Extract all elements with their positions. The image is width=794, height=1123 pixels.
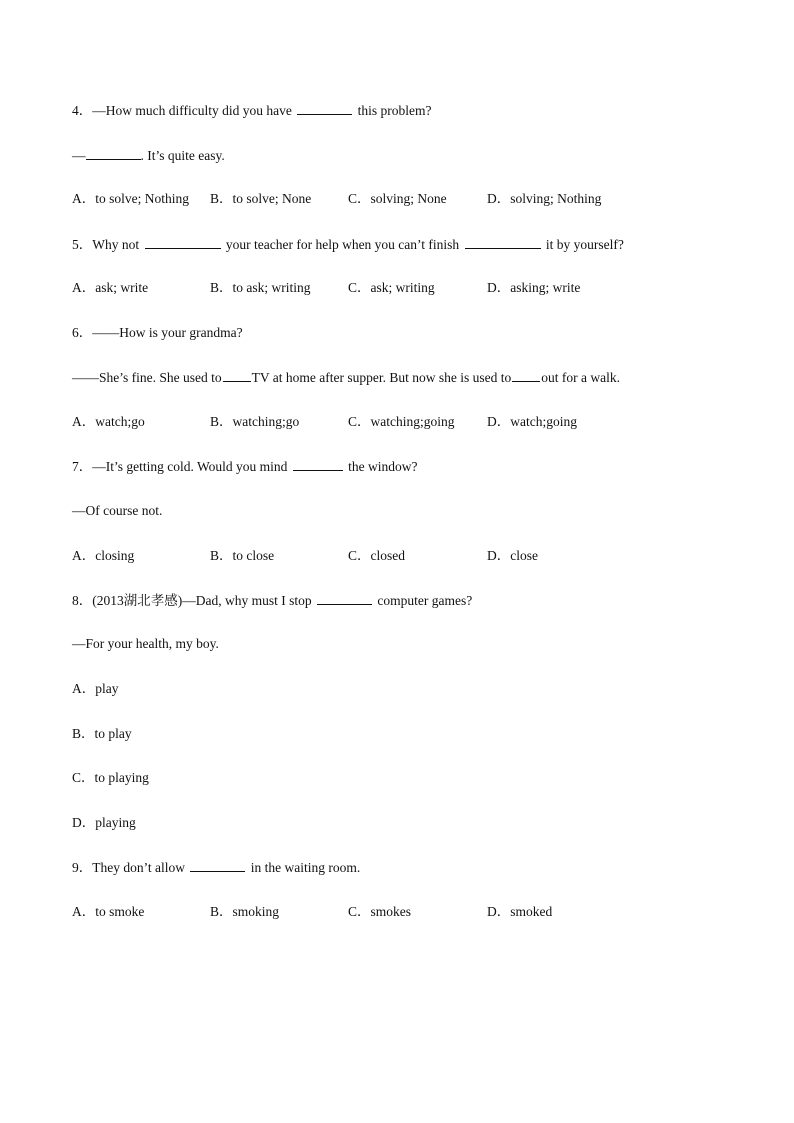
question-5-option-c: C．ask; writing [348,280,435,295]
answer-blank [223,368,251,382]
question-4-reply-text-a: — [72,148,86,163]
question-9-option-a: A．to smoke [72,904,145,919]
question-7-stem [72,457,418,476]
question-4-reply [72,146,225,165]
question-8-option-a: A．play [72,681,119,696]
question-4-stem [72,101,431,120]
question-9-option-b: B．smoking [210,904,280,919]
answer-blank [145,235,221,249]
question-9-stem-text-b: in the waiting room. [250,860,361,875]
question-6-reply [72,368,620,387]
question-8-stem-text-a: 8．(2013湖北孝感)—Dad, why must I stop [72,593,312,608]
answer-blank [465,235,541,249]
question-6-reply-text-c: out for a walk. [541,370,620,385]
question-6-option-b: B．watching;go [210,414,300,429]
question-7-reply: —Of course not. [72,503,163,518]
question-4-option-b: B．to solve; None [210,191,312,206]
question-5-stem [72,235,624,254]
question-9-stem [72,858,360,877]
question-4-option-d: D．solving; Nothing [487,191,602,206]
question-5-option-d: D．asking; write [487,280,581,295]
question-6-option-d: D．watch;going [487,414,577,429]
question-8-option-d: D．playing [72,815,136,830]
question-7-option-b: B．to close [210,548,275,563]
answer-blank [297,101,352,115]
question-7-stem-text-b: the window? [348,459,418,474]
question-7-option-a: A．closing [72,548,135,563]
question-4-reply-text-b: . It’s quite easy. [140,148,225,163]
question-8-stem [72,591,472,610]
question-6-option-a: A．watch;go [72,414,145,429]
question-5-stem-text-c: it by yourself? [545,237,624,252]
question-4-option-c: C．solving; None [348,191,447,206]
question-7-stem-text-a: 7．—It’s getting cold. Would you mind [72,459,288,474]
question-8-stem-text-b: computer games? [377,593,473,608]
question-6-option-c: C．watching;going [348,414,455,429]
question-5-option-a: A．ask; write [72,280,149,295]
question-7-option-c: C．closed [348,548,405,563]
answer-blank [190,858,245,872]
answer-blank [512,368,540,382]
question-6-reply-text-a: ——She’s fine. She used to [72,370,222,385]
question-5-option-b: B．to ask; writing [210,280,311,295]
question-6-reply-text-b: TV at home after supper. But now she is used to [251,370,512,385]
question-8-option-c: C．to playing [72,770,149,785]
question-4-stem-text-b: this problem? [357,103,432,118]
question-8-reply: —For your health, my boy. [72,636,219,651]
question-5-stem-text-b: your teacher for help when you can’t finish [225,237,460,252]
answer-blank [293,457,343,471]
question-5-stem-text-a: 5．Why not [72,237,140,252]
answer-blank [317,591,372,605]
question-9-option-c: C．smokes [348,904,412,919]
question-6-stem: 6．——How is your grandma? [72,325,243,340]
question-9-stem-text-a: 9．They don’t allow [72,860,185,875]
question-9-option-d: D．smoked [487,904,553,919]
answer-blank [86,146,141,160]
question-8-option-b: B．to play [72,726,132,741]
question-4-stem-text-a: 4．—How much difficulty did you have [72,103,292,118]
question-4-option-a: A．to solve; Nothing [72,191,189,206]
question-7-option-d: D．close [487,548,538,563]
